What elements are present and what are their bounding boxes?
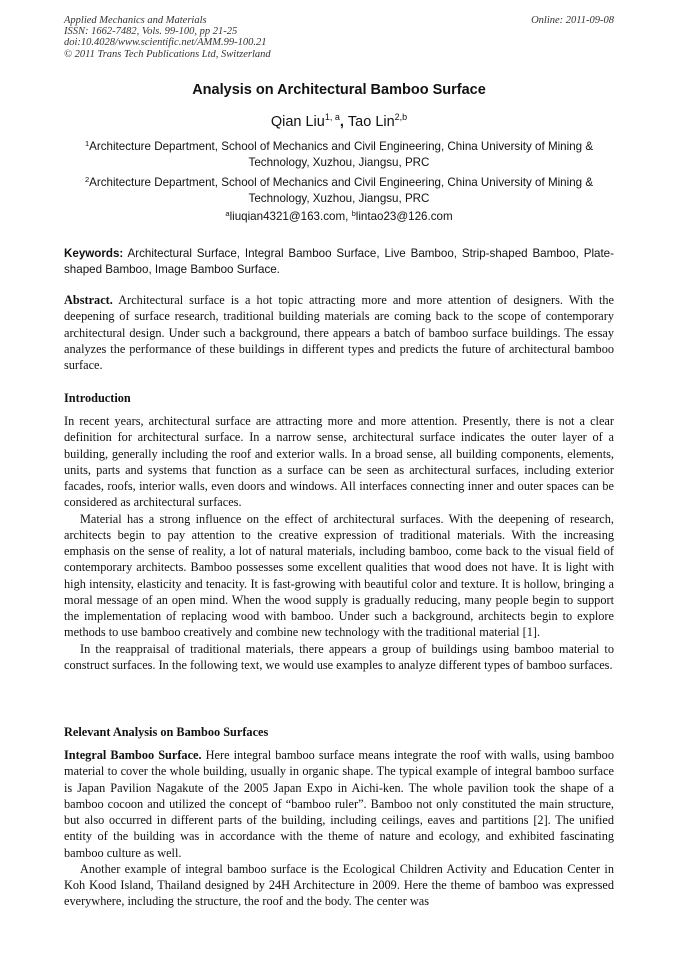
relevant-analysis-heading: Relevant Analysis on Bamboo Surfaces (64, 725, 269, 739)
keywords-text: Architectural Surface, Integral Bamboo Surface, Live Bamboo, Strip-shaped Bamboo, Plate-shaped Bamboo, Image Bamboo Surface. (64, 247, 614, 276)
email-b-sup: b (351, 209, 356, 218)
email-a-sup: a (225, 209, 230, 218)
doi-line: doi:10.4028/www.scientific.net/AMM.99-100.21 (64, 37, 267, 49)
introduction-heading: Introduction (64, 391, 131, 405)
author-2-sup: 2,b (394, 112, 408, 122)
email-a: liuqian4321@163.com (229, 210, 346, 223)
affiliation-1-sup: 1 (84, 139, 90, 148)
abstract-text: Architectural surface is a hot topic attracting more and more attention of designers. With the deepening of surface research, traditional building materials are coming back to the scope of contemporary architectural design. Under such a background, there appears a batch of bamboo surface buildings. The essay analyzes the performance of these buildings in different types and predicts the future of architectural bamboo surface. (64, 293, 614, 372)
affiliation-1-text: Architecture Department, School of Mechanics and Civil Engineering, China University of Mining & Technology, Xuzhou, Jiangsu, PRC (89, 140, 594, 169)
affiliation-2-text: Architecture Department, School of Mechanics and Civil Engineering, China University of Mining & Technology, Xuzhou, Jiangsu, PRC (89, 176, 594, 205)
author-2-name: Tao Lin (347, 114, 395, 130)
keywords-label: Keywords: (64, 247, 124, 260)
intro-paragraph-2: Material has a strong influence on the effect of architectural surfaces. With the deepening of research, architects begin to pay attention to the creative expression of traditional materials. With the increasing emphasis on the sense of reality, a lot of natural materials, including bamboo, come back to the visual field of contemporary architects. Bamboo possesses some excellent qualities that wood does not have. It is light with high intensity, elasticity and tenacity. It is fast-growing with beautiful color and texture. It is hollow, bringing a moral message of an open mind. When the wood supply is gradually reducing, many people begin to support the implementation of replacing wood with bamboo. Under such a background, architects begin to explore methods to use bamboo creatively and combine new technology with the traditional material [1]. (64, 511, 614, 640)
author-separator: , (339, 114, 348, 130)
keywords-block (64, 246, 614, 278)
paper-title: Analysis on Architectural Bamboo Surface (192, 82, 486, 98)
abstract-label: Abstract. (64, 293, 113, 307)
relevant-analysis-body (64, 747, 614, 910)
online-date: Online: 2011-09-08 (531, 15, 614, 26)
integral-bamboo-label: Integral Bamboo Surface. (64, 748, 202, 762)
author-line (0, 114, 678, 130)
introduction-body (64, 413, 614, 673)
journal-header (64, 15, 271, 60)
intro-paragraph-1: In recent years, architectural surface are attracting more and more attention. Presently, there is not a clear definition for architectural surface. In a narrow sense, architectural surface indicates the outer layer of a building, generally including the roof and exterior walls. In a broad sense, all building components, elements, units, parts and systems that function as a surface can be seen as architectural surfaces, including exterior facades, roofs, interior walls, even doors and windows. All interfaces connecting inner and outer spaces can be considered as architectural surfaces. (64, 414, 614, 510)
journal-name: Applied Mechanics and Materials (64, 15, 207, 26)
affiliation-2 (64, 175, 614, 206)
issn-line: ISSN: 1662-7482, Vols. 99-100, pp 21-25 (64, 26, 238, 38)
copyright-line: © 2011 Trans Tech Publications Ltd, Switzerland (64, 48, 271, 60)
abstract-block (64, 292, 614, 373)
email-b: lintao23@126.com (355, 210, 453, 223)
relevant-paragraph-2: Another example of integral bamboo surface is the Ecological Children Activity and Education Center in Koh Kood Island, Thailand designed by 24H Architecture in 2009. Here the theme of bamboo was expressed everywhere, including the structure, the roof and the body. The center was (64, 861, 614, 909)
affiliation-2-sup: 2 (84, 175, 90, 184)
email-line (0, 210, 678, 223)
relevant-paragraph-1: Here integral bamboo surface means integrate the roof with walls, using bamboo material to cover the whole building, usually in organic shape. The typical example of integral bamboo surface is Japan Pavilion Nagakute of the 2005 Japan Expo in Aichi-ken. The whole pavilion took the shape of a bamboo cocoon and utilized the concept of “bamboo ruler”. Bamboo not only constituted the main structure, but also occurred in different parts of the building, including ceilings, eaves and partitions [2]. The unified entity of the building was in accordance with the theme of nature and ecology, and exhibited fascinating bamboo culture as well. (64, 748, 614, 860)
author-1-sup: 1, a (324, 112, 340, 122)
intro-paragraph-3: In the reappraisal of traditional materials, there appears a group of buildings using bamboo material to construct surfaces. In the following text, we would use examples to analyze different types of bamboo surfaces. (64, 641, 614, 672)
email-separator: , (345, 210, 352, 223)
author-1-name: Qian Liu (270, 114, 325, 130)
affiliation-1 (64, 139, 614, 170)
